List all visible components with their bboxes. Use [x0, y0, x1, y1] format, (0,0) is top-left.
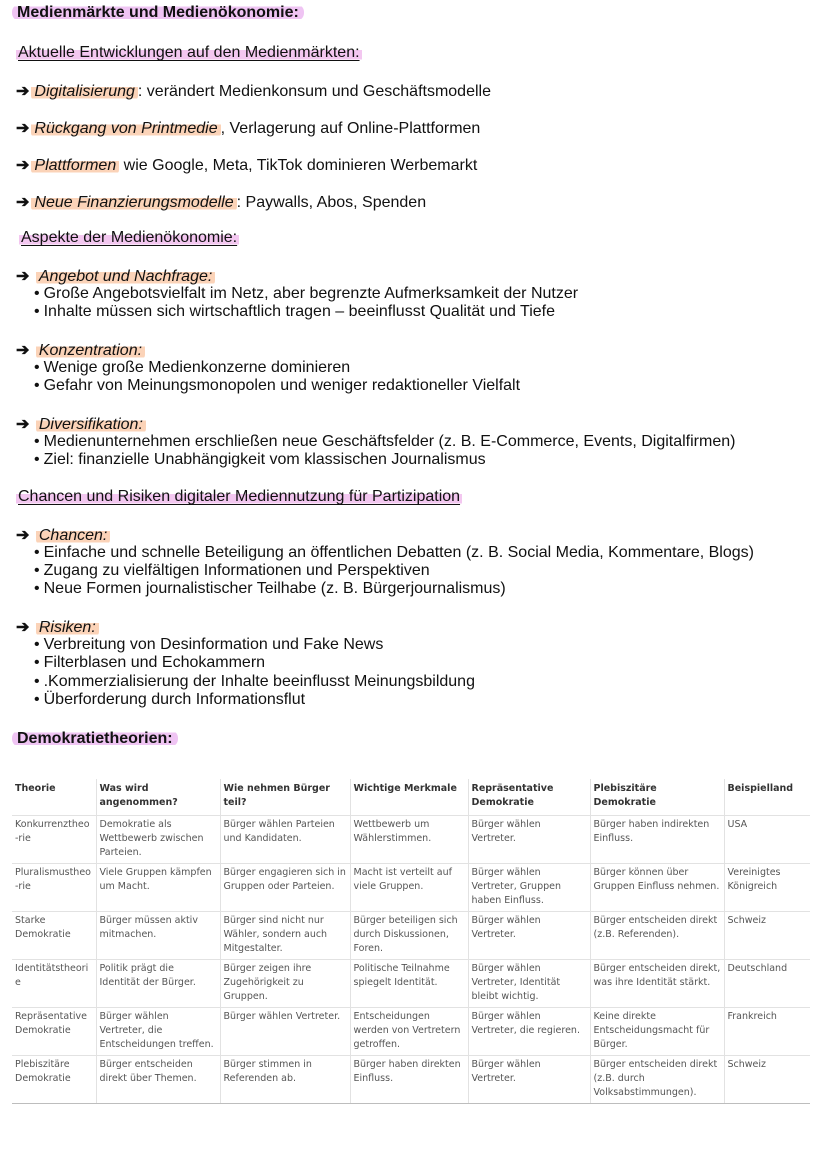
table-cell: Bürger beteiligen sich durch Diskussionen, Foren. [350, 912, 468, 960]
arrow-right-icon: ➔ [16, 83, 30, 100]
table-cell: Schweiz [724, 1056, 810, 1104]
table-cell: Bürger entscheiden direkt (z.B. Referenden). [590, 912, 724, 960]
group-heading: ➔ Angebot und Nachfrage: [16, 266, 215, 286]
table-cell: Bürger entscheiden direkt über Themen. [96, 1056, 220, 1104]
section-heading-market-developments: Aktuelle Entwicklungen auf den Medienmärkten: [18, 44, 360, 61]
table-header-row [12, 779, 810, 816]
table-cell: Bürger können über Gruppen Einfluss nehmen. [590, 864, 724, 912]
bullet-item: • Wenige große Medienkonzerne dominieren [34, 359, 351, 376]
column-header: Repräsentative Demokratie [468, 779, 590, 816]
bullet-item: • Ziel: finanzielle Unabhängigkeit vom klassischen Journalismus [34, 451, 486, 468]
bullet-item: • .Kommerzialisierung der Inhalte beeinflusst Meinungsbildung [34, 673, 475, 690]
table-cell: Bürger entscheiden direkt (z.B. durch Volksabstimmungen). [590, 1056, 724, 1104]
bullet-icon: • [34, 654, 40, 671]
table-row [12, 912, 810, 960]
section-title-democracy-theories: Demokratietheorien: [12, 730, 178, 748]
bullet-item: • Verbreitung von Desinformation und Fake News [34, 636, 384, 653]
table-row [12, 864, 810, 912]
group-heading: ➔ Chancen: [16, 525, 110, 545]
column-header: Theorie [12, 779, 96, 816]
table-cell: Bürger wählen Vertreter. [468, 912, 590, 960]
bullet-item: • Große Angebotsvielfalt im Netz, aber begrenzte Aufmerksamkeit der Nutzer [34, 285, 579, 302]
arrow-right-icon: ➔ [16, 120, 30, 137]
table-cell: Demokratie als Wettbewerb zwischen Parteien. [96, 816, 220, 864]
table-cell: Politik prägt die Identität der Bürger. [96, 960, 220, 1008]
bullet-icon: • [34, 377, 40, 394]
table-cell: Bürger wählen Parteien und Kandidaten. [220, 816, 350, 864]
bullet-item: • Neue Formen journalistischer Teilhabe (z. B. Bürgerjournalismus) [34, 580, 506, 597]
list-item: ➔ Neue Finanzierungsmodelle : Paywalls, Abos, Spenden [16, 194, 427, 211]
table-cell: Bürger wählen Vertreter. [468, 1056, 590, 1104]
bullet-icon: • [34, 580, 40, 597]
table-cell: Bürger zeigen ihre Zugehörigkeit zu Gruppen. [220, 960, 350, 1008]
table-cell: Bürger haben indirekten Einfluss. [590, 816, 724, 864]
bullet-icon: • [34, 303, 40, 320]
section-heading-media-economics: Aspekte der Medienökonomie: [21, 229, 238, 246]
table-cell: Schweiz [724, 912, 810, 960]
bullet-item: • Filterblasen und Echokammern [34, 654, 266, 671]
column-header: Beispielland [724, 779, 810, 816]
table-cell: Entscheidungen werden von Vertretern getroffen. [350, 1008, 468, 1056]
table-cell: Bürger müssen aktiv mitmachen. [96, 912, 220, 960]
table-cell: Plebiszitäre Demokratie [12, 1056, 96, 1104]
table-cell: Bürger wählen Vertreter, die regieren. [468, 1008, 590, 1056]
arrow-right-icon: ➔ [16, 342, 30, 359]
group-heading: ➔ Konzentration: [16, 340, 145, 360]
bullet-icon: • [34, 359, 40, 376]
arrow-right-icon: ➔ [16, 194, 30, 211]
section-heading-opportunities-risks: Chancen und Risiken digitaler Mediennutzung für Partizipation [18, 488, 461, 505]
arrow-right-icon: ➔ [16, 157, 30, 174]
bullet-icon: • [34, 451, 40, 468]
bullet-item: • Inhalte müssen sich wirtschaftlich tragen – beeinflusst Qualität und Tiefe [34, 303, 555, 320]
table-cell: Bürger stimmen in Referenden ab. [220, 1056, 350, 1104]
table-cell: Politische Teilnahme spiegelt Identität. [350, 960, 468, 1008]
bullet-item: • Gefahr von Meinungsmonopolen und weniger redaktioneller Vielfalt [34, 377, 521, 394]
bullet-icon: • [34, 285, 40, 302]
bullet-item: • Überforderung durch Informationsflut [34, 691, 306, 708]
bullet-item: • Zugang zu vielfältigen Informationen und Perspektiven [34, 562, 430, 579]
table-cell: USA [724, 816, 810, 864]
list-item: ➔ Rückgang von Printmedie , Verlagerung auf Online-Plattformen [16, 120, 481, 137]
table-cell: Bürger haben direkten Einfluss. [350, 1056, 468, 1104]
table-row [12, 1056, 810, 1104]
column-header: Plebiszitäre Demokratie [590, 779, 724, 816]
document-title: Medienmärkte und Medienökonomie: [12, 4, 304, 22]
democracy-theories-table [12, 779, 810, 1104]
column-header: Was wird angenommen? [96, 779, 220, 816]
bullet-icon: • [34, 562, 40, 579]
table-cell: Viele Gruppen kämpfen um Macht. [96, 864, 220, 912]
table-cell: Keine direkte Entscheidungsmacht für Bürger. [590, 1008, 724, 1056]
table-cell: Vereinigtes Königreich [724, 864, 810, 912]
bullet-icon: • [34, 636, 40, 653]
table-cell: Identitätstheorie [12, 960, 96, 1008]
table-cell: Frankreich [724, 1008, 810, 1056]
arrow-right-icon: ➔ [16, 527, 30, 544]
table-cell: Starke Demokratie [12, 912, 96, 960]
bullet-icon: • [34, 691, 40, 708]
table-cell: Bürger wählen Vertreter, Identität bleibt wichtig. [468, 960, 590, 1008]
table-cell: Konkurrenztheo-rie [12, 816, 96, 864]
arrow-right-icon: ➔ [16, 416, 30, 433]
arrow-right-icon: ➔ [16, 268, 30, 285]
table-cell: Bürger wählen Vertreter. [468, 816, 590, 864]
bullet-icon: • [34, 673, 40, 690]
bullet-icon: • [34, 433, 40, 450]
table-cell: Deutschland [724, 960, 810, 1008]
arrow-right-icon: ➔ [16, 619, 30, 636]
list-item: ➔ Digitalisierung : verändert Medienkonsum und Geschäftsmodelle [16, 83, 491, 100]
table-cell: Bürger entscheiden direkt, was ihre Identität stärkt. [590, 960, 724, 1008]
table-cell: Repräsentative Demokratie [12, 1008, 96, 1056]
group-heading: ➔ Diversifikation: [16, 414, 146, 434]
bullet-icon: • [34, 544, 40, 561]
table-row [12, 1008, 810, 1056]
bullet-item: • Medienunternehmen erschließen neue Geschäftsfelder (z. B. E-Commerce, Events, Digitalfirmen) [34, 433, 736, 450]
list-item: ➔ Plattformen wie Google, Meta, TikTok dominieren Werbemarkt [16, 157, 478, 174]
table-cell: Bürger wählen Vertreter. [220, 1008, 350, 1056]
group-heading: ➔ Risiken: [16, 617, 99, 637]
table-cell: Bürger wählen Vertreter, Gruppen haben Einfluss. [468, 864, 590, 912]
table-cell: Bürger wählen Vertreter, die Entscheidungen treffen. [96, 1008, 220, 1056]
table-cell: Bürger sind nicht nur Wähler, sondern auch Mitgestalter. [220, 912, 350, 960]
bullet-item: • Einfache und schnelle Beteiligung an öffentlichen Debatten (z. B. Social Media, Kommentare, Blogs) [34, 544, 754, 561]
table-cell: Macht ist verteilt auf viele Gruppen. [350, 864, 468, 912]
table-row [12, 960, 810, 1008]
table-cell: Bürger engagieren sich in Gruppen oder Parteien. [220, 864, 350, 912]
table-row [12, 816, 810, 864]
table-cell: Pluralismustheo-rie [12, 864, 96, 912]
column-header: Wichtige Merkmale [350, 779, 468, 816]
column-header: Wie nehmen Bürger teil? [220, 779, 350, 816]
table-cell: Wettbewerb um Wählerstimmen. [350, 816, 468, 864]
